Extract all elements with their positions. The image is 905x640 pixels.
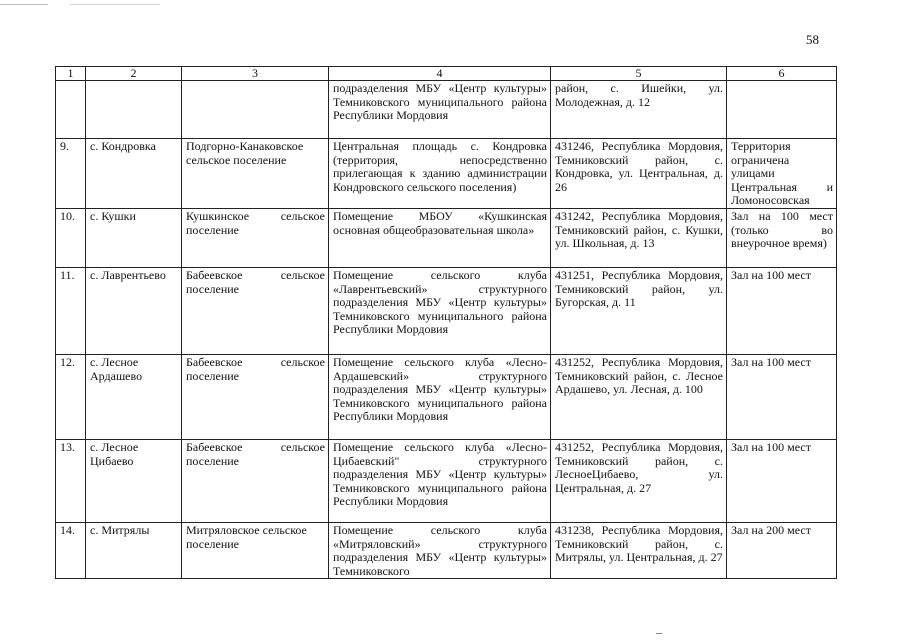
column-header: 6 — [727, 67, 837, 81]
table-row — [56, 81, 837, 139]
settlement-cell: с. Митрялы — [86, 523, 182, 579]
premises-cell: Центральная площадь с. Кондровка (территория, непосредственно прилегающая к зданию администрации Кондровского сельского поселения) — [329, 139, 551, 209]
polling-places-table — [55, 66, 837, 579]
column-header: 4 — [329, 67, 551, 81]
capacity-cell — [727, 81, 837, 139]
row-number: 13. — [56, 440, 86, 523]
capacity-cell: Зал на 100 мест — [727, 440, 837, 523]
premises-cell: Помещение сельского клуба «Митряловский» структурного подразделения МБУ «Центр культуры» Темниковского — [329, 523, 551, 579]
settlement-cell: с. Кушки — [86, 209, 182, 268]
table-row — [56, 355, 837, 440]
address-cell: 431246, Республика Мордовия, Темниковский район, с. Кондровка, ул. Центральная, д. 26 — [551, 139, 727, 209]
capacity-cell: Зал на 200 мест — [727, 523, 837, 579]
column-header: 3 — [182, 67, 329, 81]
address-cell: 431238, Республика Мордовия, Темниковский район, с. Митрялы, ул. Центральная, д. 27 — [551, 523, 727, 579]
table-row — [56, 139, 837, 209]
scan-edge-mark — [70, 4, 160, 5]
premises-cell: Помещение сельского клуба «Лаврентьевский» структурного подразделения МБУ «Центр культуры» Темниковского муниципального района Республики Мордовия — [329, 268, 551, 355]
settlement-cell: с. Лесное Ардашево — [86, 355, 182, 440]
address-cell: район, с. Ишейки, ул. Молодежная, д. 12 — [551, 81, 727, 139]
premises-cell: Помещение сельского клуба «Лесно-Цибаевский" структурного подразделения МБУ «Центр культуры» Темниковского муниципального района Республики Мордовия — [329, 440, 551, 523]
table-row — [56, 209, 837, 268]
page-number: 58 — [806, 32, 819, 47]
premises-cell: Помещение МБОУ «Кушкинская основная общеобразовательная школа» — [329, 209, 551, 268]
address-cell: 431251, Республика Мордовия, Темниковский район, ул. Бугорская, д. 11 — [551, 268, 727, 355]
address-cell: 431252, Республика Мордовия, Темниковский район, с. ЛесноеЦибаево, ул. Центральная, д. 27 — [551, 440, 727, 523]
row-number: 12. — [56, 355, 86, 440]
row-number — [56, 81, 86, 139]
municipality-cell: Подгорно-Канаковское сельское поселение — [182, 139, 329, 209]
address-cell: 431242, Республика Мордовия, Темниковский район, с. Кушки, ул. Школьная, д. 13 — [551, 209, 727, 268]
scan-edge-mark — [0, 4, 48, 5]
table-row — [56, 523, 837, 579]
settlement-cell: с. Лаврентьево — [86, 268, 182, 355]
column-header: 2 — [86, 67, 182, 81]
row-number: 14. — [56, 523, 86, 579]
capacity-cell: Зал на 100 мест (только во внеурочное время) — [727, 209, 837, 268]
row-number: 9. — [56, 139, 86, 209]
municipality-cell — [182, 81, 329, 139]
premises-cell: подразделения МБУ «Центр культуры» Темниковского муниципального района Республики Мордовия — [329, 81, 551, 139]
table-row — [56, 268, 837, 355]
column-header: 5 — [551, 67, 727, 81]
municipality-cell: Бабеевское сельское поселение — [182, 268, 329, 355]
capacity-cell: Территория ограничена улицами Центральная и Ломоносовская — [727, 139, 837, 209]
municipality-cell: Бабеевское сельское поселение — [182, 355, 329, 440]
settlement-cell: с. Кондровка — [86, 139, 182, 209]
settlement-cell: с. Лесное Цибаево — [86, 440, 182, 523]
municipality-cell: Митряловское сельское поселение — [182, 523, 329, 579]
scan-speck — [656, 633, 662, 634]
column-header: 1 — [56, 67, 86, 81]
capacity-cell: Зал на 100 мест — [727, 268, 837, 355]
table-header-row — [56, 67, 837, 81]
row-number: 10. — [56, 209, 86, 268]
municipality-cell: Кушкинское сельское поселение — [182, 209, 329, 268]
address-cell: 431252, Республика Мордовия, Темниковский район, с. Лесное Ардашево, ул. Лесная, д. 100 — [551, 355, 727, 440]
capacity-cell: Зал на 100 мест — [727, 355, 837, 440]
municipality-cell: Бабеевское сельское поселение — [182, 440, 329, 523]
premises-cell: Помещение сельского клуба «Лесно-Ардашевский» структурного подразделения МБУ «Центр культуры» Темниковского муниципального района Республики Мордовия — [329, 355, 551, 440]
table-row — [56, 440, 837, 523]
settlement-cell — [86, 81, 182, 139]
row-number: 11. — [56, 268, 86, 355]
